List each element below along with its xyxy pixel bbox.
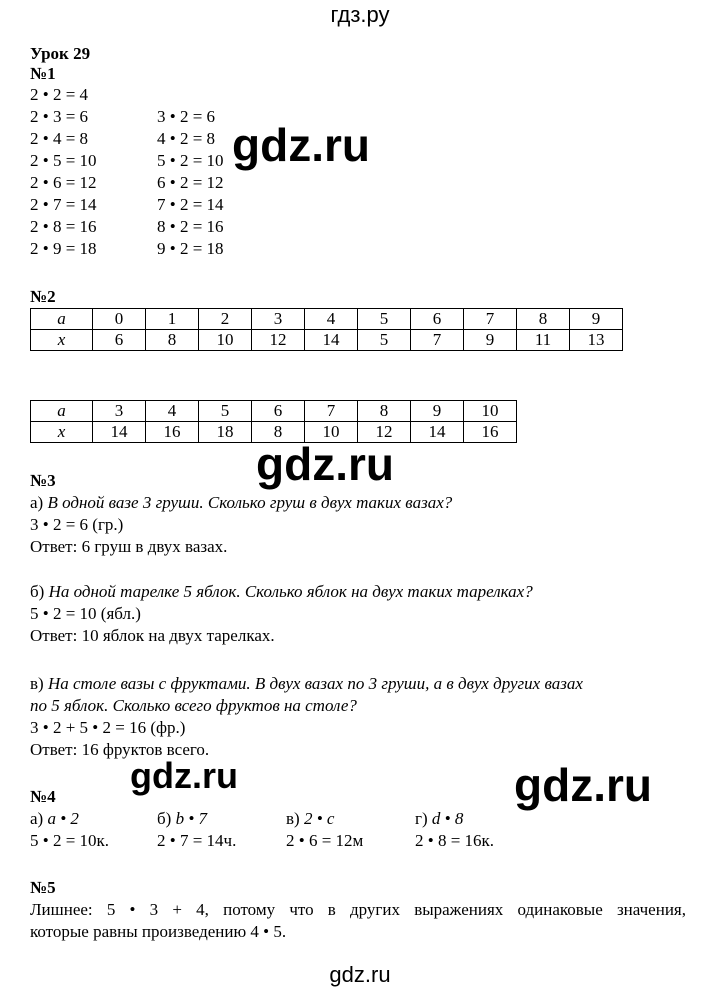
table-cell: 0 xyxy=(93,309,146,330)
row-label: x xyxy=(31,330,93,351)
item-label: а) xyxy=(30,493,48,512)
item-label: в) xyxy=(30,674,48,693)
task-5-text-line2: которые равны произведению 4 • 5. xyxy=(30,922,287,941)
table-cell: 1 xyxy=(146,309,199,330)
task-4c-expression xyxy=(286,808,334,830)
table-cell: 9 xyxy=(464,330,517,351)
expression: b • 7 xyxy=(175,809,208,828)
table-cell: 8 xyxy=(252,422,305,443)
item-label: г) xyxy=(415,809,432,828)
table-cell: 3 xyxy=(252,309,305,330)
equation: 2 • 6 = 12 xyxy=(30,173,97,192)
task-4d-result: 2 • 8 = 16к. xyxy=(415,831,495,850)
equation: 3 • 2 = 6 xyxy=(157,107,216,126)
table-cell: 16 xyxy=(464,422,517,443)
table-cell: 16 xyxy=(146,422,199,443)
table-cell: 9 xyxy=(411,401,464,422)
table-cell: 6 xyxy=(411,309,464,330)
task-3a-solution: 3 • 2 = 6 (гр.) xyxy=(30,515,124,534)
task-3c-question-line2: по 5 яблок. Сколько всего фруктов на столе? xyxy=(30,696,357,715)
table-cell: 13 xyxy=(570,330,623,351)
equation: 4 • 2 = 8 xyxy=(157,129,216,148)
table-cell: 9 xyxy=(570,309,623,330)
equation: 2 • 9 = 18 xyxy=(30,239,97,258)
table-cell: 5 xyxy=(358,309,411,330)
table-cell: 7 xyxy=(411,330,464,351)
equation: 8 • 2 = 16 xyxy=(157,217,224,236)
item-label: а) xyxy=(30,809,48,828)
row-label: a xyxy=(31,309,93,330)
task-3a-question xyxy=(30,492,452,514)
table-cell: 6 xyxy=(252,401,305,422)
table-cell: 2 xyxy=(199,309,252,330)
table-cell: 14 xyxy=(93,422,146,443)
equation: 2 • 8 = 16 xyxy=(30,217,97,236)
table-cell: 5 xyxy=(358,330,411,351)
task-3c-solution: 3 • 2 + 5 • 2 = 16 (фр.) xyxy=(30,718,186,737)
task-1-title: №1 xyxy=(30,64,56,83)
item-label: б) xyxy=(157,809,176,828)
task-4b-expression xyxy=(157,808,207,830)
table-cell: 12 xyxy=(252,330,305,351)
task-1-left-column xyxy=(30,84,97,260)
equation: 2 • 7 = 14 xyxy=(30,195,97,214)
task-4a-expression xyxy=(30,808,79,830)
watermark: gdz.ru xyxy=(130,755,238,796)
equation: 2 • 4 = 8 xyxy=(30,129,89,148)
table-cell: 5 xyxy=(199,401,252,422)
task-3b-question xyxy=(30,581,533,603)
table-cell: 8 xyxy=(517,309,570,330)
table-cell: 11 xyxy=(517,330,570,351)
task-3c-answer: Ответ: 16 фруктов всего. xyxy=(30,740,210,759)
item-label: в) xyxy=(286,809,304,828)
item-label: б) xyxy=(30,582,49,601)
task-2-title: №2 xyxy=(30,287,56,306)
lesson-title: Урок 29 xyxy=(30,44,91,63)
task-4-title: №4 xyxy=(30,787,56,806)
task-4b-result: 2 • 7 = 14ч. xyxy=(157,831,237,850)
watermark: gdz.ru xyxy=(232,119,370,171)
task-3c-question-line1 xyxy=(30,673,583,695)
equation: 5 • 2 = 10 xyxy=(157,151,224,170)
task-5-text-line1: Лишнее: 5 • 3 + 4, потому что в других выражениях одинаковые значения, xyxy=(30,900,686,919)
table-row-x xyxy=(31,330,623,351)
task-4c-result: 2 • 6 = 12м xyxy=(286,831,364,850)
table-cell: 7 xyxy=(305,401,358,422)
table-cell: 8 xyxy=(146,330,199,351)
equation: 9 • 2 = 18 xyxy=(157,239,224,258)
task-4d-expression xyxy=(415,808,463,830)
table-cell: 4 xyxy=(146,401,199,422)
equation: 2 • 2 = 4 xyxy=(30,85,89,104)
equation: 2 • 3 = 6 xyxy=(30,107,89,126)
task-3-title: №3 xyxy=(30,471,56,490)
task-4a-result: 5 • 2 = 10к. xyxy=(30,831,110,850)
equation: 2 • 5 = 10 xyxy=(30,151,97,170)
question-text: На одной тарелке 5 яблок. Сколько яблок на двух таких тарелках? xyxy=(48,582,533,601)
site-header: гдз.ру xyxy=(330,2,390,27)
table-cell: 10 xyxy=(305,422,358,443)
table-cell: 7 xyxy=(464,309,517,330)
table-cell: 14 xyxy=(305,330,358,351)
table-cell: 12 xyxy=(358,422,411,443)
table-cell: 18 xyxy=(199,422,252,443)
task-3b-answer: Ответ: 10 яблок на двух тарелках. xyxy=(30,626,275,645)
table-cell: 3 xyxy=(93,401,146,422)
table-cell: 14 xyxy=(411,422,464,443)
table-row-a xyxy=(31,309,623,330)
question-text: В одной вазе 3 груши. Сколько груш в двух таких вазах? xyxy=(47,493,453,512)
expression: d • 8 xyxy=(431,809,464,828)
table-cell: 4 xyxy=(305,309,358,330)
table-cell: 10 xyxy=(199,330,252,351)
watermark: gdz.ru xyxy=(514,759,652,811)
equation: 6 • 2 = 12 xyxy=(157,173,224,192)
row-label: x xyxy=(31,422,93,443)
task-5-title: №5 xyxy=(30,878,56,897)
expression: a • 2 xyxy=(47,809,79,828)
task-3a-answer: Ответ: 6 груш в двух вазах. xyxy=(30,537,228,556)
equation: 7 • 2 = 14 xyxy=(157,195,224,214)
table-row-a xyxy=(31,401,517,422)
table-cell: 6 xyxy=(93,330,146,351)
task-3b-solution: 5 • 2 = 10 (ябл.) xyxy=(30,604,141,623)
row-label: a xyxy=(31,401,93,422)
expression: 2 • c xyxy=(303,809,335,828)
task-1-right-column xyxy=(157,106,224,260)
table-cell: 8 xyxy=(358,401,411,422)
watermark: gdz.ru xyxy=(256,438,394,490)
question-text: На столе вазы с фруктами. В двух вазах по 3 груши, а в двух других вазах xyxy=(47,674,583,693)
footer-watermark: gdz.ru xyxy=(329,962,391,987)
value-table-1 xyxy=(30,308,623,351)
table-cell: 10 xyxy=(464,401,517,422)
